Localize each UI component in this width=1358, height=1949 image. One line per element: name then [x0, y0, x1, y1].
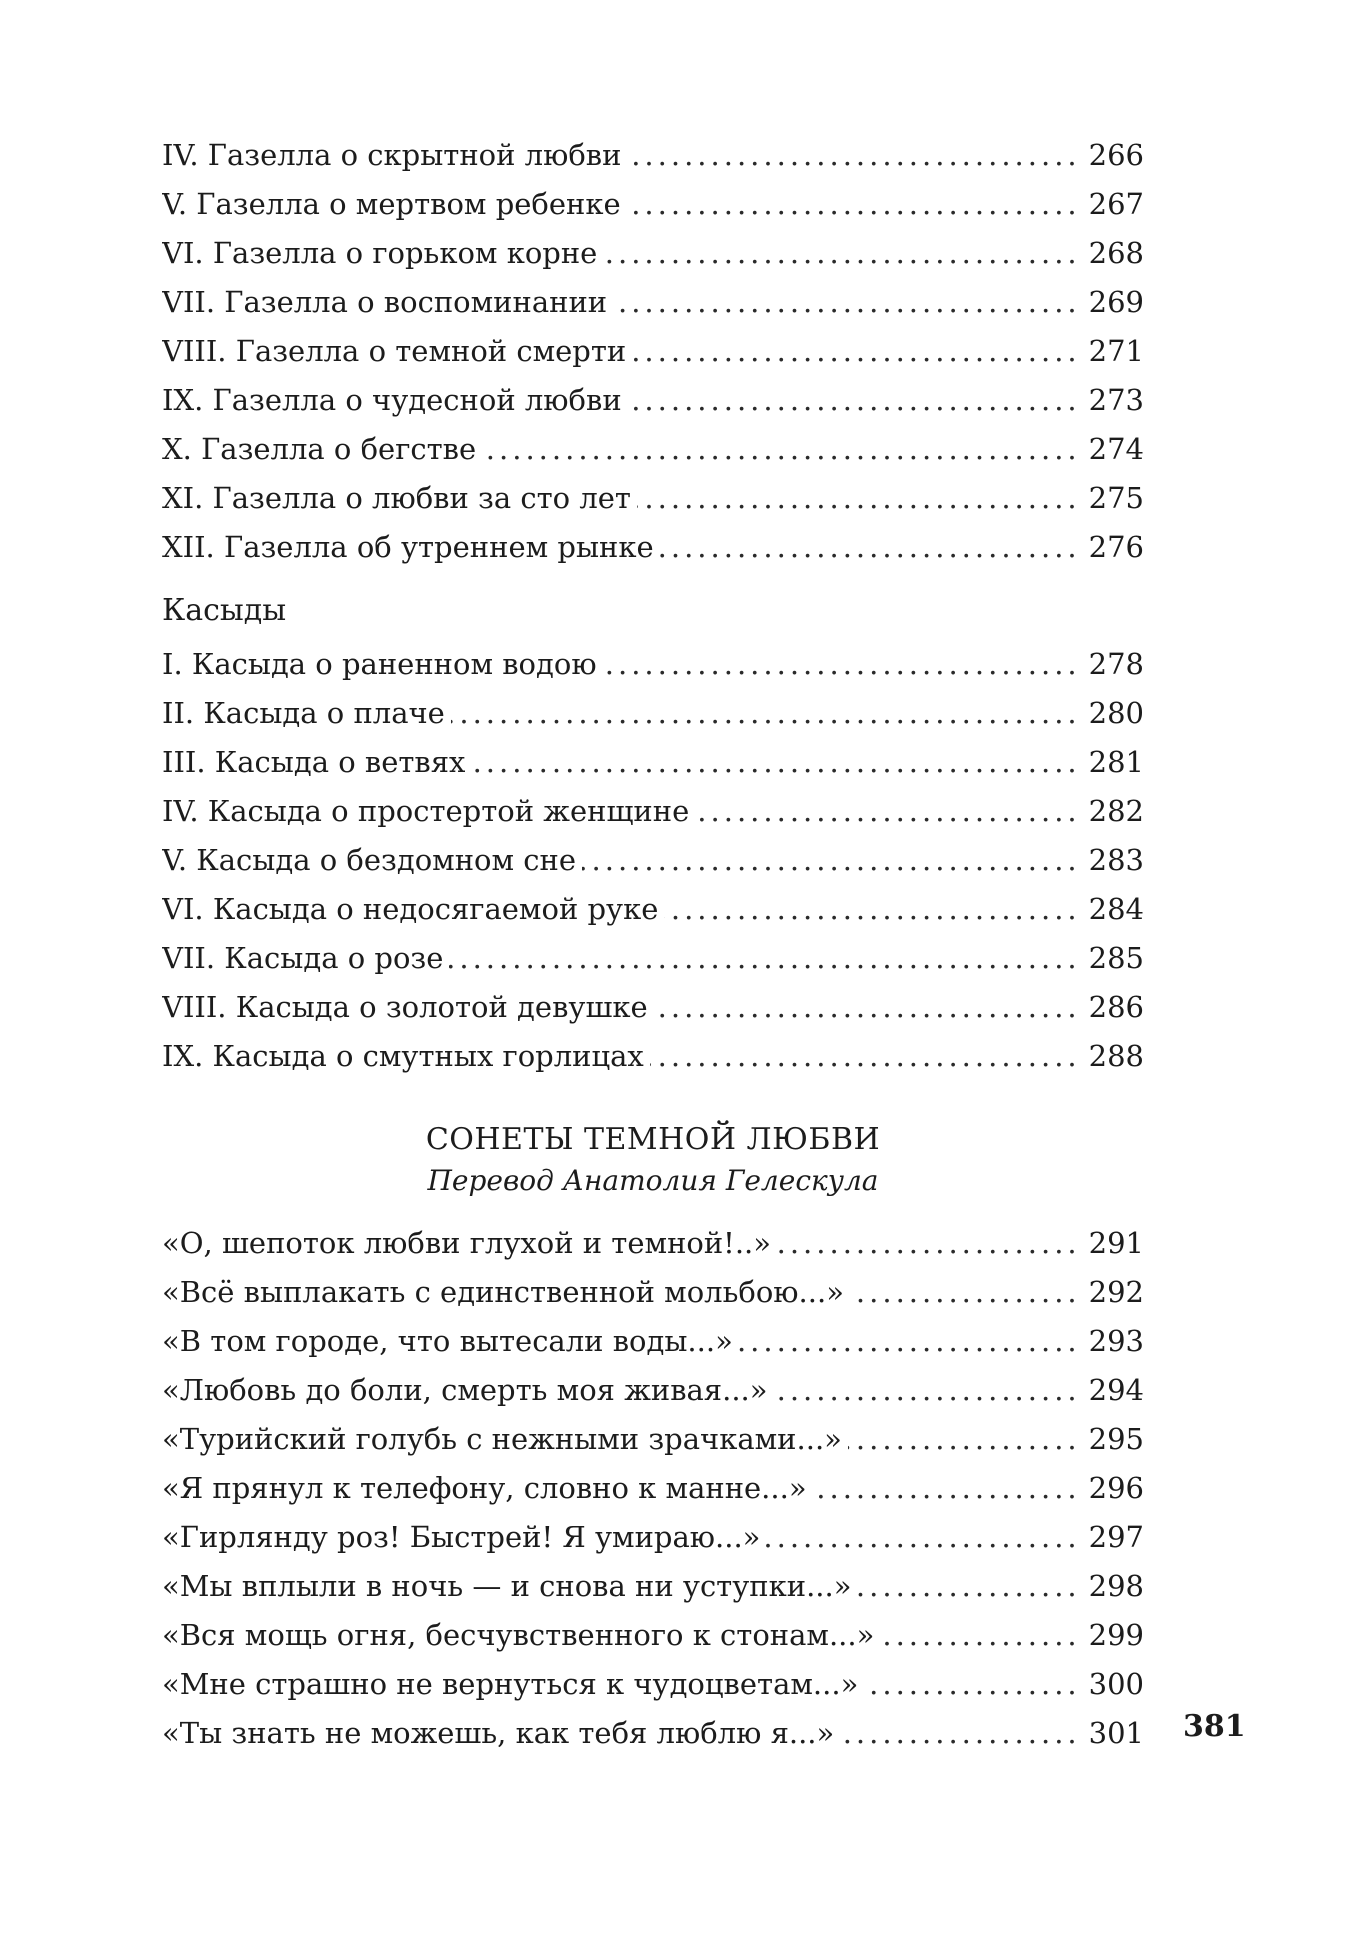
toc-gazelles: [162, 131, 1144, 1081]
toc-entry-page: 274: [1088, 432, 1144, 466]
dot-leader: [632, 327, 1080, 376]
dot-leader: [628, 376, 1081, 425]
toc-sonnets: [162, 1219, 1144, 1758]
dot-leader: [777, 1219, 1081, 1268]
dot-leader: [650, 1032, 1081, 1081]
toc-entry: [162, 376, 1144, 425]
dot-leader: [482, 425, 1080, 474]
toc-entry: [162, 1032, 1144, 1081]
toc-entry-title: «В том городе, что вытесали воды...»: [162, 1324, 733, 1358]
toc-entry-page: 297: [1088, 1520, 1144, 1554]
toc-entry-page: 286: [1088, 990, 1144, 1024]
dot-leader: [766, 1513, 1080, 1562]
toc-entry: [162, 1660, 1144, 1709]
toc-entry-page: 267: [1088, 187, 1144, 221]
dot-leader: [471, 738, 1080, 787]
toc-entry: [162, 836, 1144, 885]
toc-entry-page: 271: [1088, 334, 1144, 368]
toc-entry-title: «Турийский голубь с нежными зрачками...»: [162, 1422, 842, 1456]
toc-entry-title: «О, шепоток любви глухой и темной!..»: [162, 1226, 772, 1260]
toc-entry-title: IX. Газелла о чудесной любви: [162, 383, 622, 417]
toc-entry-page: 269: [1088, 285, 1144, 319]
toc-entry-title: «Мне страшно не вернуться к чудоцветам...»: [162, 1667, 859, 1701]
section-title: СОНЕТЫ ТЕМНОЙ ЛЮБВИ: [425, 1122, 881, 1157]
toc-entry-title: «Я прянул к телефону, словно к манне...»: [162, 1471, 807, 1505]
toc-entry: [162, 1611, 1144, 1660]
toc-entry: [162, 1415, 1144, 1464]
toc-entry-page: 288: [1088, 1039, 1144, 1073]
toc-entry: [162, 425, 1144, 474]
toc-entry-page: 295: [1088, 1422, 1144, 1456]
dot-leader: [848, 1415, 1081, 1464]
toc-entry-title: VII. Касыда о розе: [162, 941, 444, 975]
toc-entry: [162, 278, 1144, 327]
toc-entry: [162, 1268, 1144, 1317]
dot-leader: [850, 1268, 1081, 1317]
toc-entry-title: IX. Касыда о смутных горлицах: [162, 1039, 644, 1073]
toc-entry: [162, 689, 1144, 738]
dot-leader: [695, 787, 1080, 836]
toc-entry: [162, 983, 1144, 1032]
toc-entry-title: IV. Газелла о скрытной любви: [162, 138, 622, 172]
toc-entry: [162, 640, 1144, 689]
toc-entry: [162, 934, 1144, 983]
dot-leader: [627, 180, 1081, 229]
toc-entry: [162, 1464, 1144, 1513]
toc-entry-title: XII. Газелла об утреннем рынке: [162, 530, 654, 564]
toc-entry: [162, 1366, 1144, 1415]
toc-entry-page: 301: [1088, 1716, 1144, 1750]
toc-entry-title: V. Газелла о мертвом ребенке: [162, 187, 621, 221]
dot-leader: [603, 229, 1080, 278]
dot-leader: [627, 131, 1080, 180]
toc-entry-title: «Любовь до боли, смерть моя живая...»: [162, 1373, 768, 1407]
toc-entry-page: 291: [1088, 1226, 1144, 1260]
dot-leader: [582, 836, 1081, 885]
dot-leader: [451, 689, 1081, 738]
dot-leader: [613, 278, 1081, 327]
toc-entry-title: «Мы вплыли в ночь — и снова ни уступки...»: [162, 1569, 852, 1603]
toc-entry-page: 275: [1088, 481, 1144, 515]
toc-entry: [162, 523, 1144, 572]
toc-entry-page: 283: [1088, 843, 1144, 877]
toc-entry-title: V. Касыда о бездомном сне: [162, 843, 577, 877]
dot-leader: [660, 523, 1081, 572]
toc-entry-title: X. Газелла о бегстве: [162, 432, 477, 466]
toc-entry: [162, 1562, 1144, 1611]
toc-entry: [162, 885, 1144, 934]
toc-entry-page: 266: [1088, 138, 1144, 172]
toc-entry-page: 276: [1088, 530, 1144, 564]
toc-entry-page: 292: [1088, 1275, 1144, 1309]
toc-entry-title: III. Касыда о ветвях: [162, 745, 466, 779]
dot-leader: [654, 983, 1081, 1032]
toc-entry-page: 278: [1088, 647, 1144, 681]
toc-entry: [162, 327, 1144, 376]
dot-leader: [774, 1366, 1081, 1415]
dot-leader: [664, 885, 1080, 934]
dot-leader: [449, 934, 1080, 983]
dot-leader: [864, 1660, 1080, 1709]
toc-entry: [162, 1513, 1144, 1562]
toc-entry-page: 298: [1088, 1569, 1144, 1603]
section-heading-sonnets: [162, 1119, 1144, 1201]
toc-entry-title: VIII. Газелла о темной смерти: [162, 334, 627, 368]
toc-entry: [162, 1317, 1144, 1366]
toc-entry-page: 282: [1088, 794, 1144, 828]
dot-leader: [603, 640, 1081, 689]
toc-entry-title: II. Касыда о плаче: [162, 696, 445, 730]
dot-leader: [880, 1611, 1080, 1660]
toc-entry-page: 294: [1088, 1373, 1144, 1407]
toc-entry-page: 300: [1088, 1667, 1144, 1701]
toc-entry: [162, 1709, 1144, 1758]
toc-entry-page: 273: [1088, 383, 1144, 417]
toc-entry-title: VIII. Касыда о золотой девушке: [162, 990, 648, 1024]
toc-entry: [162, 131, 1144, 180]
toc-entry-page: 293: [1088, 1324, 1144, 1358]
toc-entry-page: 281: [1088, 745, 1144, 779]
toc-entry-page: 280: [1088, 696, 1144, 730]
toc-entry-title: VI. Газелла о горьком корне: [162, 236, 598, 270]
dot-leader: [857, 1562, 1080, 1611]
toc-entry-page: 284: [1088, 892, 1144, 926]
toc-entry-title: I. Касыда о раненном водою: [162, 647, 597, 681]
toc-entry-title: VI. Касыда о недосягаемой руке: [162, 892, 659, 926]
toc-entry-title: XI. Газелла о любви за сто лет: [162, 481, 631, 515]
toc-entry: [162, 787, 1144, 836]
toc-entry: [162, 180, 1144, 229]
toc-entry-page: 296: [1088, 1471, 1144, 1505]
toc-entry: [162, 474, 1144, 523]
dot-leader: [840, 1709, 1080, 1758]
toc-entry-page: 299: [1088, 1618, 1144, 1652]
dot-leader: [739, 1317, 1081, 1366]
toc-entry-title: «Всё выплакать с единственной мольбою...»: [162, 1275, 844, 1309]
toc-entry-title: VII. Газелла о воспоминании: [162, 285, 608, 319]
toc-entry-title: «Вся мощь огня, бесчувственного к стонам...»: [162, 1618, 875, 1652]
section-heading-casidas: Касыды: [162, 593, 287, 628]
toc-entry-page: 285: [1088, 941, 1144, 975]
page-number: 381: [1183, 1709, 1246, 1744]
toc-entry: [162, 1219, 1144, 1268]
translator-credit: Перевод Анатолия Гелескула: [427, 1164, 879, 1197]
toc-entry-title: IV. Касыда о простертой женщине: [162, 794, 690, 828]
toc-entry-page: 268: [1088, 236, 1144, 270]
toc-entry-title: «Ты знать не можешь, как тебя люблю я...»: [162, 1716, 835, 1750]
dot-leader: [637, 474, 1081, 523]
toc-entry: [162, 229, 1144, 278]
dot-leader: [813, 1464, 1081, 1513]
toc-entry: [162, 738, 1144, 787]
toc-entry-title: «Гирлянду роз! Быстрей! Я умираю...»: [162, 1520, 761, 1554]
